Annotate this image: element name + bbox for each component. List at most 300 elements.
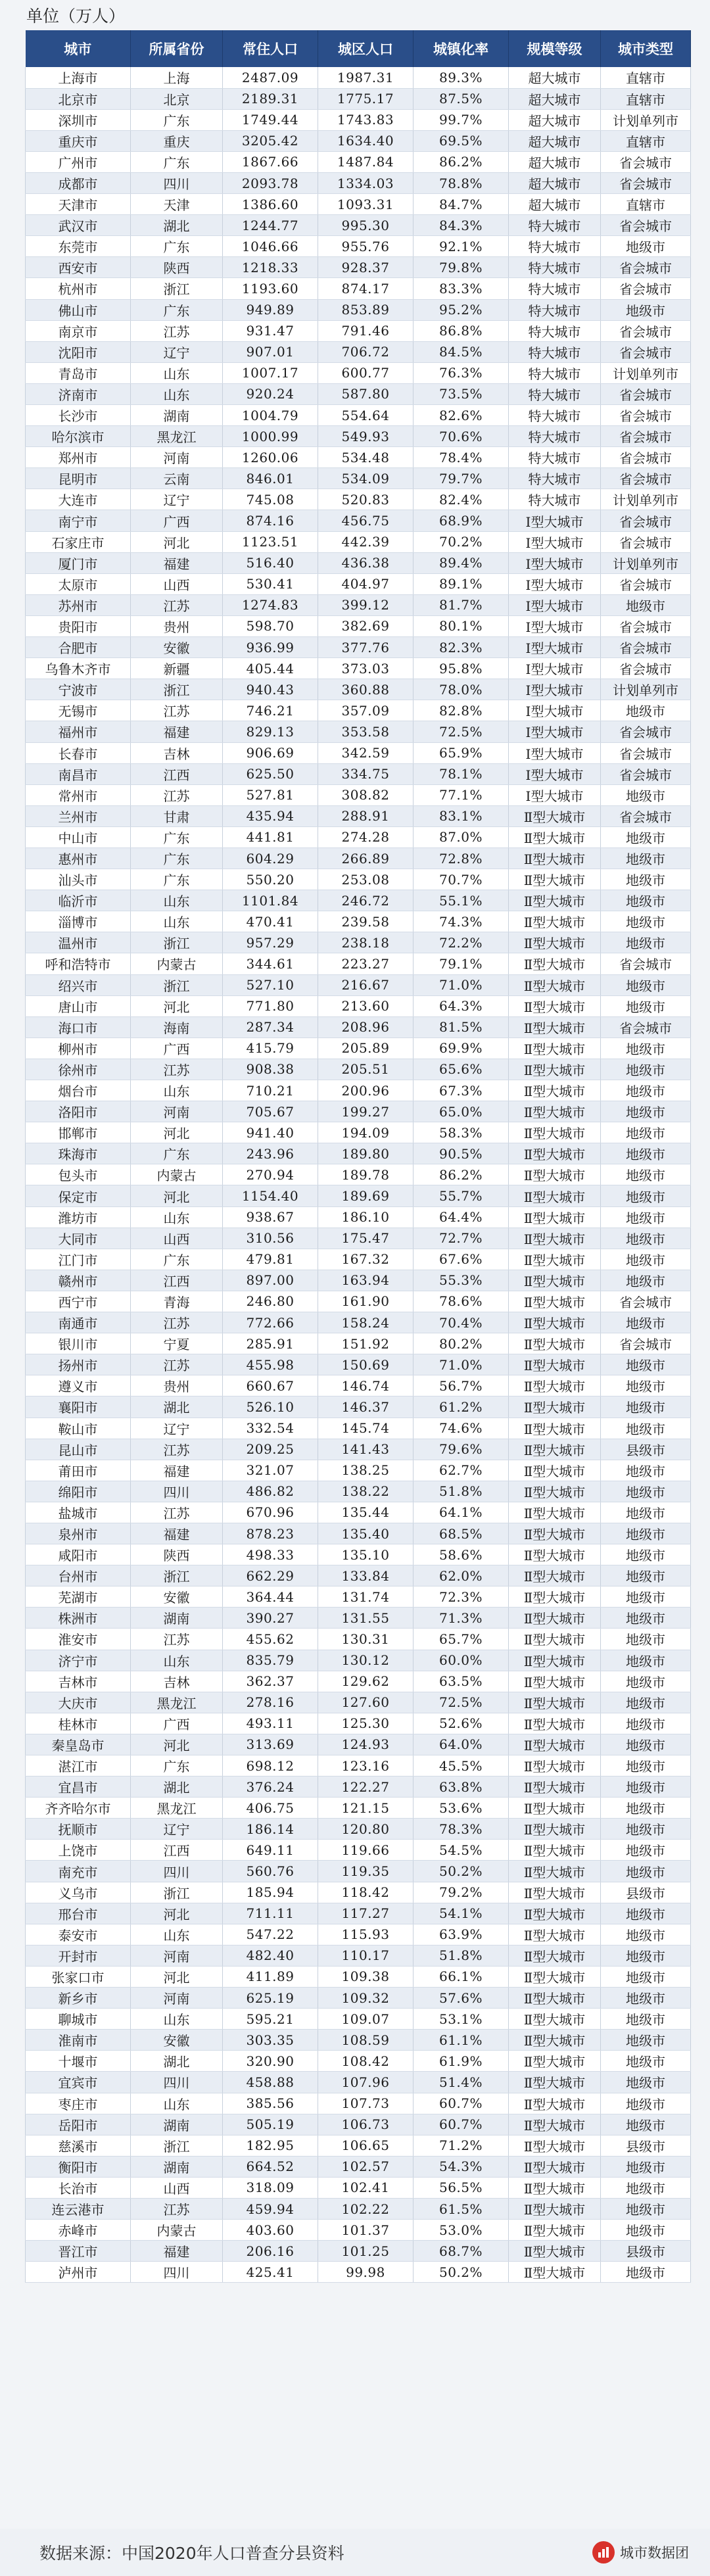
- cell-urban-population: 353.58: [318, 721, 414, 742]
- table-row: [26, 1882, 691, 1903]
- cell-city: 昆山市: [26, 1439, 131, 1460]
- table-row: [26, 1777, 691, 1798]
- table-row: [26, 1945, 691, 1966]
- cell-urbanization-rate: 78.6%: [414, 1291, 509, 1312]
- cell-urban-population: 161.90: [318, 1291, 414, 1312]
- cell-urban-population: 107.96: [318, 2072, 414, 2093]
- cell-scale-level: Ⅱ型大城市: [509, 2009, 601, 2030]
- cell-city: 淮南市: [26, 2030, 131, 2051]
- table-row: [26, 67, 691, 88]
- cell-resident-population: 455.62: [223, 1629, 318, 1650]
- table-row: [26, 1502, 691, 1523]
- cell-province: 广东: [131, 847, 223, 869]
- cell-resident-population: 243.96: [223, 1143, 318, 1164]
- cell-city: 宁波市: [26, 679, 131, 700]
- cell-city: 中山市: [26, 826, 131, 847]
- cell-resident-population: 698.12: [223, 1755, 318, 1777]
- cell-resident-population: 486.82: [223, 1481, 318, 1502]
- cell-resident-population: 670.96: [223, 1502, 318, 1523]
- cell-urban-population: 189.69: [318, 1185, 414, 1206]
- cell-urban-population: 874.17: [318, 278, 414, 299]
- cell-urban-population: 274.28: [318, 826, 414, 847]
- table-row: [26, 1228, 691, 1249]
- cell-city: 遵义市: [26, 1375, 131, 1396]
- cell-resident-population: 1101.84: [223, 890, 318, 911]
- cell-city: 台州市: [26, 1565, 131, 1586]
- cell-urban-population: 163.94: [318, 1270, 414, 1291]
- cell-urbanization-rate: 68.9%: [414, 510, 509, 531]
- cell-urbanization-rate: 81.7%: [414, 594, 509, 615]
- cell-urbanization-rate: 86.8%: [414, 320, 509, 341]
- cell-province: 山西: [131, 1228, 223, 1249]
- cell-city-type: 地级市: [601, 1777, 691, 1798]
- cell-resident-population: 625.19: [223, 1988, 318, 2009]
- cell-city-type: 地级市: [601, 1122, 691, 1143]
- cell-resident-population: 498.33: [223, 1544, 318, 1565]
- table-row: [26, 405, 691, 426]
- cell-urbanization-rate: 68.5%: [414, 1523, 509, 1544]
- cell-city: 南昌市: [26, 763, 131, 784]
- table-row: [26, 447, 691, 468]
- cell-province: 甘肃: [131, 805, 223, 826]
- cell-scale-level: Ⅱ型大城市: [509, 2072, 601, 2093]
- cell-urban-population: 138.22: [318, 1481, 414, 1502]
- cell-resident-population: 660.67: [223, 1375, 318, 1396]
- cell-city-type: 计划单列市: [601, 489, 691, 510]
- cell-province: 广东: [131, 236, 223, 257]
- cell-city-type: 地级市: [601, 2030, 691, 2051]
- table-row: [26, 869, 691, 890]
- cell-province: 海南: [131, 1016, 223, 1038]
- cell-province: 广西: [131, 510, 223, 531]
- table-row: [26, 1692, 691, 1713]
- cell-city: 保定市: [26, 1185, 131, 1206]
- cell-urbanization-rate: 86.2%: [414, 1164, 509, 1185]
- cell-urban-population: 106.73: [318, 2114, 414, 2135]
- cell-urban-population: 377.76: [318, 637, 414, 658]
- table-row: [26, 2241, 691, 2262]
- cell-resident-population: 878.23: [223, 1523, 318, 1544]
- cell-city-type: 省会城市: [601, 1333, 691, 1354]
- cell-city: 盐城市: [26, 1502, 131, 1523]
- cell-urbanization-rate: 84.3%: [414, 215, 509, 236]
- cell-urban-population: 130.31: [318, 1629, 414, 1650]
- cell-city-type: 省会城市: [601, 278, 691, 299]
- table-row: [26, 1755, 691, 1777]
- cell-city-type: 地级市: [601, 1354, 691, 1375]
- table-row: [26, 1312, 691, 1333]
- cell-city-type: 地级市: [601, 847, 691, 869]
- cell-city: 宜昌市: [26, 1777, 131, 1798]
- cell-urban-population: 133.84: [318, 1565, 414, 1586]
- cell-resident-population: 470.41: [223, 911, 318, 932]
- table-row: [26, 2262, 691, 2283]
- cell-scale-level: 超大城市: [509, 151, 601, 172]
- cell-city-type: 县级市: [601, 1882, 691, 1903]
- cell-city: 晋江市: [26, 2241, 131, 2262]
- cell-urbanization-rate: 80.1%: [414, 615, 509, 636]
- cell-city-type: 计划单列市: [601, 362, 691, 383]
- cell-city-type: 地级市: [601, 869, 691, 890]
- cell-province: 山东: [131, 2093, 223, 2114]
- cell-city-type: 地级市: [601, 2009, 691, 2030]
- cell-city-type: 地级市: [601, 2198, 691, 2219]
- cell-scale-level: 特大城市: [509, 468, 601, 489]
- cell-urban-population: 119.66: [318, 1840, 414, 1861]
- cell-resident-population: 1218.33: [223, 257, 318, 278]
- cell-city-type: 地级市: [601, 1565, 691, 1586]
- table-row: [26, 1059, 691, 1080]
- cell-city-type: 地级市: [601, 1608, 691, 1629]
- cell-city-type: 地级市: [601, 1966, 691, 1987]
- cell-urbanization-rate: 86.2%: [414, 151, 509, 172]
- cell-city: 抚顺市: [26, 1819, 131, 1840]
- cell-province: 新疆: [131, 658, 223, 679]
- cell-city: 泰安市: [26, 1924, 131, 1945]
- table-row: [26, 468, 691, 489]
- cell-resident-population: 940.43: [223, 679, 318, 700]
- cell-city-type: 地级市: [601, 2262, 691, 2283]
- cell-scale-level: Ⅰ型大城市: [509, 637, 601, 658]
- cell-resident-population: 206.16: [223, 2241, 318, 2262]
- table-row: [26, 2177, 691, 2198]
- cell-city-type: 地级市: [601, 1185, 691, 1206]
- cell-urbanization-rate: 79.2%: [414, 1882, 509, 1903]
- cell-urbanization-rate: 95.2%: [414, 299, 509, 320]
- cell-urban-population: 189.78: [318, 1164, 414, 1185]
- cell-urban-population: 138.25: [318, 1460, 414, 1481]
- cell-city-type: 地级市: [601, 1418, 691, 1439]
- cell-city-type: 地级市: [601, 1903, 691, 1924]
- cell-city-type: 直辖市: [601, 194, 691, 215]
- cell-urban-population: 928.37: [318, 257, 414, 278]
- cell-resident-population: 459.94: [223, 2198, 318, 2219]
- cell-city: 福州市: [26, 721, 131, 742]
- table-row: [26, 1924, 691, 1945]
- cell-urban-population: 1987.31: [318, 67, 414, 88]
- cell-province: 浙江: [131, 1882, 223, 1903]
- cell-urban-population: 199.27: [318, 1101, 414, 1122]
- cell-resident-population: 662.29: [223, 1565, 318, 1586]
- cell-scale-level: Ⅱ型大城市: [509, 1692, 601, 1713]
- cell-urban-population: 534.09: [318, 468, 414, 489]
- table-row: [26, 615, 691, 636]
- cell-city: 西宁市: [26, 1291, 131, 1312]
- table-row: [26, 1185, 691, 1206]
- cell-province: 湖北: [131, 1777, 223, 1798]
- cell-urban-population: 205.51: [318, 1059, 414, 1080]
- cell-urban-population: 125.30: [318, 1713, 414, 1734]
- cell-city: 慈溪市: [26, 2135, 131, 2156]
- cell-province: 湖南: [131, 1608, 223, 1629]
- header-province: 所属省份: [131, 30, 223, 67]
- cell-urban-population: 141.43: [318, 1439, 414, 1460]
- cell-city-type: 地级市: [601, 1798, 691, 1819]
- table-row: [26, 2093, 691, 2114]
- cell-city-type: 地级市: [601, 995, 691, 1016]
- cell-province: 四川: [131, 172, 223, 193]
- cell-urban-population: 520.83: [318, 489, 414, 510]
- cell-city: 贵阳市: [26, 615, 131, 636]
- cell-urbanization-rate: 54.5%: [414, 1840, 509, 1861]
- brand-logo-icon: [592, 2541, 615, 2564]
- cell-resident-population: 846.01: [223, 468, 318, 489]
- cell-scale-level: Ⅱ型大城市: [509, 1481, 601, 1502]
- cell-city: 武汉市: [26, 215, 131, 236]
- cell-urban-population: 102.41: [318, 2177, 414, 2198]
- brand-name: 城市数据团: [620, 2545, 689, 2561]
- cell-city: 无锡市: [26, 700, 131, 721]
- cell-resident-population: 344.61: [223, 953, 318, 974]
- cell-urban-population: 189.80: [318, 1143, 414, 1164]
- cell-scale-level: Ⅱ型大城市: [509, 1059, 601, 1080]
- cell-resident-population: 455.98: [223, 1354, 318, 1375]
- table-row: [26, 1016, 691, 1038]
- cell-city: 深圳市: [26, 109, 131, 130]
- cell-province: 江苏: [131, 2198, 223, 2219]
- cell-urban-population: 151.92: [318, 1333, 414, 1354]
- cell-resident-population: 278.16: [223, 1692, 318, 1713]
- cell-province: 河南: [131, 1101, 223, 1122]
- cell-city-type: 省会城市: [601, 742, 691, 763]
- cell-urban-population: 1775.17: [318, 88, 414, 109]
- cell-urbanization-rate: 50.2%: [414, 1861, 509, 1882]
- cell-city: 邢台市: [26, 1903, 131, 1924]
- cell-urbanization-rate: 50.2%: [414, 2262, 509, 2283]
- cell-city-type: 地级市: [601, 1143, 691, 1164]
- cell-city: 新乡市: [26, 1988, 131, 2009]
- cell-city: 杭州市: [26, 278, 131, 299]
- cell-city: 太原市: [26, 573, 131, 594]
- cell-resident-population: 313.69: [223, 1734, 318, 1755]
- cell-city: 昆明市: [26, 468, 131, 489]
- cell-urban-population: 108.59: [318, 2030, 414, 2051]
- cell-urbanization-rate: 72.2%: [414, 932, 509, 953]
- table-row: [26, 805, 691, 826]
- cell-urban-population: 186.10: [318, 1206, 414, 1228]
- cell-urbanization-rate: 53.0%: [414, 2220, 509, 2241]
- cell-scale-level: Ⅱ型大城市: [509, 2030, 601, 2051]
- cell-scale-level: Ⅱ型大城市: [509, 1038, 601, 1059]
- cell-city: 唐山市: [26, 995, 131, 1016]
- table-row: [26, 362, 691, 383]
- cell-urban-population: 456.75: [318, 510, 414, 531]
- cell-city: 开封市: [26, 1945, 131, 1966]
- cell-urbanization-rate: 67.3%: [414, 1080, 509, 1101]
- cell-city-type: 县级市: [601, 2241, 691, 2262]
- cell-scale-level: 特大城市: [509, 426, 601, 447]
- cell-resident-population: 385.56: [223, 2093, 318, 2114]
- table-row: [26, 763, 691, 784]
- cell-city-type: 地级市: [601, 1755, 691, 1777]
- cell-city-type: 地级市: [601, 1840, 691, 1861]
- footer: [0, 2529, 710, 2576]
- cell-urbanization-rate: 83.3%: [414, 278, 509, 299]
- table-row: [26, 1038, 691, 1059]
- table-row: [26, 2114, 691, 2135]
- cell-province: 河南: [131, 1945, 223, 1966]
- cell-province: 福建: [131, 552, 223, 573]
- data-source: 数据来源：中国2020年人口普查分县资料: [39, 2544, 344, 2563]
- cell-scale-level: Ⅱ型大城市: [509, 974, 601, 995]
- cell-resident-population: 920.24: [223, 383, 318, 404]
- cell-resident-population: 376.24: [223, 1777, 318, 1798]
- city-population-table: [25, 30, 691, 2283]
- table-row: [26, 1080, 691, 1101]
- cell-scale-level: Ⅱ型大城市: [509, 1861, 601, 1882]
- cell-city: 义乌市: [26, 1882, 131, 1903]
- table-row: [26, 1101, 691, 1122]
- cell-city: 赤峰市: [26, 2220, 131, 2241]
- cell-province: 广东: [131, 1143, 223, 1164]
- cell-urbanization-rate: 70.4%: [414, 1312, 509, 1333]
- table-row: [26, 2135, 691, 2156]
- cell-province: 浙江: [131, 932, 223, 953]
- cell-resident-population: 938.67: [223, 1206, 318, 1228]
- cell-urban-population: 175.47: [318, 1228, 414, 1249]
- cell-urbanization-rate: 58.3%: [414, 1122, 509, 1143]
- cell-scale-level: Ⅱ型大城市: [509, 1291, 601, 1312]
- cell-urban-population: 120.80: [318, 1819, 414, 1840]
- cell-urbanization-rate: 58.6%: [414, 1544, 509, 1565]
- cell-province: 广东: [131, 1249, 223, 1270]
- table-row: [26, 2030, 691, 2051]
- cell-urbanization-rate: 55.1%: [414, 890, 509, 911]
- cell-city: 厦门市: [26, 552, 131, 573]
- cell-city-type: 计划单列市: [601, 679, 691, 700]
- cell-city: 柳州市: [26, 1038, 131, 1059]
- cell-scale-level: Ⅰ型大城市: [509, 552, 601, 573]
- cell-urbanization-rate: 80.2%: [414, 1333, 509, 1354]
- cell-urbanization-rate: 84.5%: [414, 341, 509, 362]
- cell-urbanization-rate: 78.3%: [414, 1819, 509, 1840]
- cell-city: 常州市: [26, 784, 131, 805]
- table-row: [26, 88, 691, 109]
- cell-resident-population: 482.40: [223, 1945, 318, 1966]
- cell-scale-level: 特大城市: [509, 489, 601, 510]
- cell-urbanization-rate: 82.6%: [414, 405, 509, 426]
- cell-resident-population: 527.10: [223, 974, 318, 995]
- cell-urbanization-rate: 70.6%: [414, 426, 509, 447]
- cell-city-type: 省会城市: [601, 426, 691, 447]
- cell-city: 沈阳市: [26, 341, 131, 362]
- cell-city-type: 省会城市: [601, 510, 691, 531]
- cell-scale-level: 超大城市: [509, 109, 601, 130]
- cell-city: 包头市: [26, 1164, 131, 1185]
- cell-urbanization-rate: 77.1%: [414, 784, 509, 805]
- table-row: [26, 1375, 691, 1396]
- cell-city: 枣庄市: [26, 2093, 131, 2114]
- cell-urban-population: 554.64: [318, 405, 414, 426]
- table-row: [26, 552, 691, 573]
- cell-scale-level: Ⅱ型大城市: [509, 1671, 601, 1692]
- cell-resident-population: 710.21: [223, 1080, 318, 1101]
- cell-resident-population: 771.80: [223, 995, 318, 1016]
- table-row: [26, 1861, 691, 1882]
- cell-province: 山东: [131, 1650, 223, 1671]
- cell-city: 聊城市: [26, 2009, 131, 2030]
- cell-urbanization-rate: 79.1%: [414, 953, 509, 974]
- table-row: [26, 510, 691, 531]
- cell-resident-population: 2487.09: [223, 67, 318, 88]
- cell-city: 广州市: [26, 151, 131, 172]
- cell-urban-population: 238.18: [318, 932, 414, 953]
- cell-urban-population: 109.38: [318, 1966, 414, 1987]
- cell-resident-population: 835.79: [223, 1650, 318, 1671]
- cell-city-type: 地级市: [601, 1586, 691, 1608]
- cell-scale-level: Ⅱ型大城市: [509, 2262, 601, 2283]
- cell-city-type: 地级市: [601, 1164, 691, 1185]
- cell-urbanization-rate: 72.5%: [414, 1692, 509, 1713]
- cell-urbanization-rate: 61.9%: [414, 2051, 509, 2072]
- cell-resident-population: 530.41: [223, 573, 318, 594]
- cell-city: 宜宾市: [26, 2072, 131, 2093]
- cell-city: 湛江市: [26, 1755, 131, 1777]
- cell-urban-population: 436.38: [318, 552, 414, 573]
- cell-resident-population: 390.27: [223, 1608, 318, 1629]
- table-row: [26, 109, 691, 130]
- cell-urban-population: 102.57: [318, 2156, 414, 2177]
- cell-resident-population: 403.60: [223, 2220, 318, 2241]
- cell-urban-population: 442.39: [318, 531, 414, 552]
- cell-resident-population: 1244.77: [223, 215, 318, 236]
- cell-resident-population: 2189.31: [223, 88, 318, 109]
- cell-scale-level: Ⅰ型大城市: [509, 658, 601, 679]
- cell-resident-population: 493.11: [223, 1713, 318, 1734]
- cell-scale-level: Ⅱ型大城市: [509, 1819, 601, 1840]
- cell-city-type: 省会城市: [601, 637, 691, 658]
- cell-scale-level: 特大城市: [509, 320, 601, 341]
- cell-scale-level: Ⅱ型大城市: [509, 1798, 601, 1819]
- cell-city: 上海市: [26, 67, 131, 88]
- cell-province: 山西: [131, 573, 223, 594]
- cell-urbanization-rate: 55.7%: [414, 1185, 509, 1206]
- cell-urbanization-rate: 61.1%: [414, 2030, 509, 2051]
- cell-city: 石家庄市: [26, 531, 131, 552]
- cell-province: 浙江: [131, 974, 223, 995]
- cell-urbanization-rate: 53.6%: [414, 1798, 509, 1819]
- cell-urbanization-rate: 87.5%: [414, 88, 509, 109]
- cell-resident-population: 772.66: [223, 1312, 318, 1333]
- cell-urban-population: 130.12: [318, 1650, 414, 1671]
- cell-scale-level: Ⅱ型大城市: [509, 1882, 601, 1903]
- table-row: [26, 721, 691, 742]
- cell-city: 郑州市: [26, 447, 131, 468]
- table-row: [26, 1164, 691, 1185]
- cell-resident-population: 303.35: [223, 2030, 318, 2051]
- cell-province: 安徽: [131, 637, 223, 658]
- cell-province: 辽宁: [131, 1418, 223, 1439]
- table-row: [26, 1819, 691, 1840]
- cell-resident-population: 907.01: [223, 341, 318, 362]
- header-city-type: 城市类型: [601, 30, 691, 67]
- cell-resident-population: 3205.42: [223, 130, 318, 151]
- cell-urban-population: 266.89: [318, 847, 414, 869]
- cell-province: 青海: [131, 1291, 223, 1312]
- cell-urban-population: 107.73: [318, 2093, 414, 2114]
- cell-urban-population: 955.76: [318, 236, 414, 257]
- cell-province: 福建: [131, 2241, 223, 2262]
- cell-city: 扬州市: [26, 1354, 131, 1375]
- cell-city-type: 地级市: [601, 911, 691, 932]
- cell-urbanization-rate: 63.9%: [414, 1924, 509, 1945]
- cell-urbanization-rate: 68.7%: [414, 2241, 509, 2262]
- cell-resident-population: 711.11: [223, 1903, 318, 1924]
- cell-resident-population: 441.81: [223, 826, 318, 847]
- cell-resident-population: 1749.44: [223, 109, 318, 130]
- cell-city-type: 地级市: [601, 1080, 691, 1101]
- table-row: [26, 1439, 691, 1460]
